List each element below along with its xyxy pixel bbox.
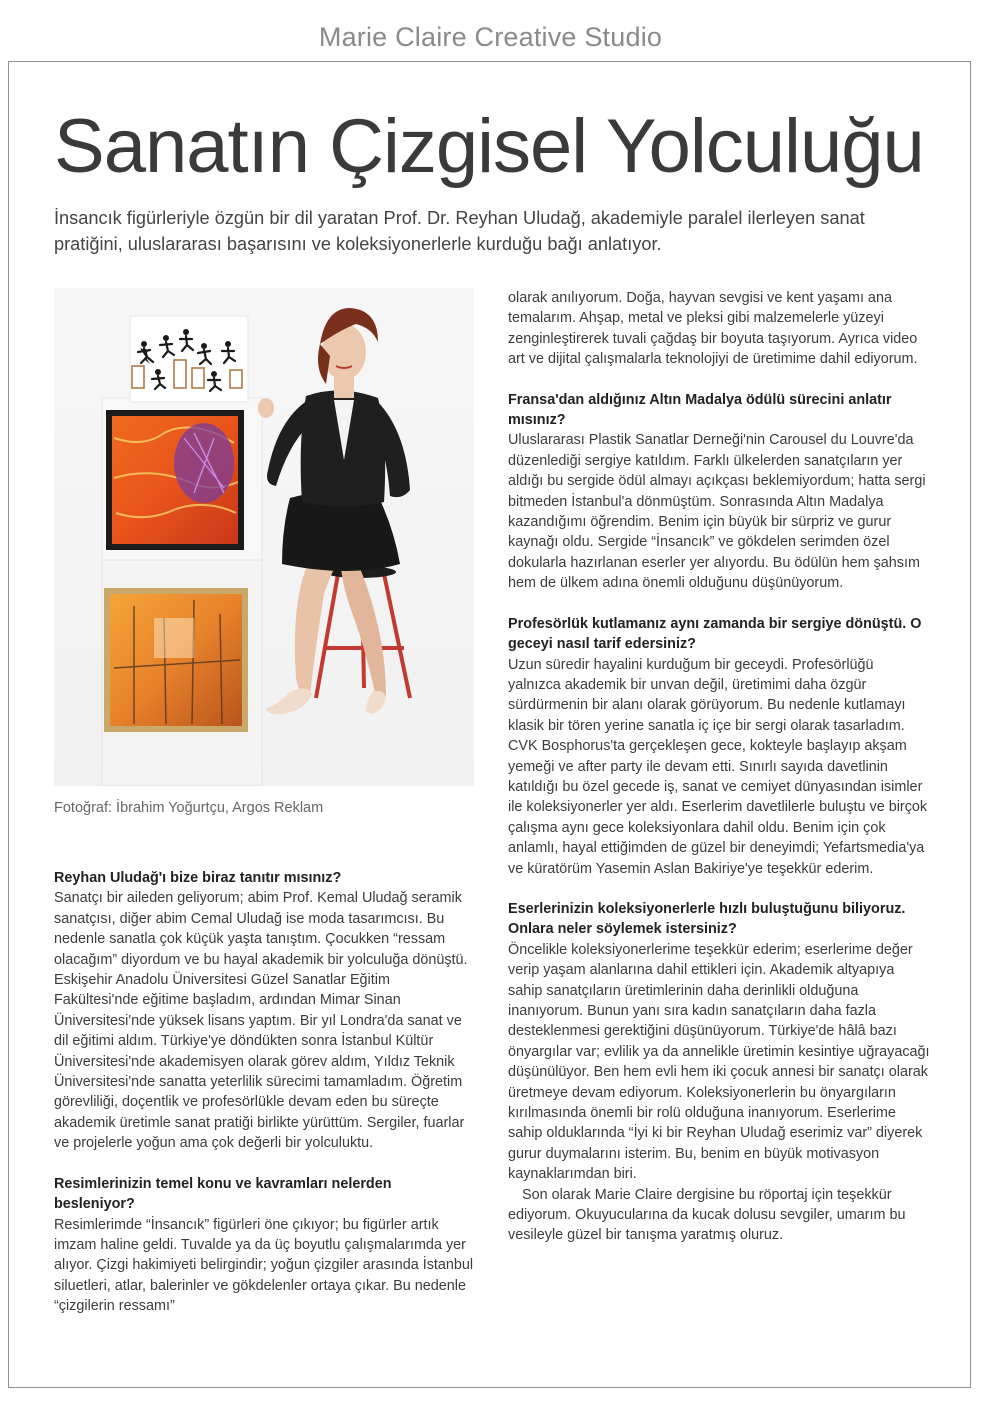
article-lead: İnsancık figürleriyle özgün bir dil yaratan Prof. Dr. Reyhan Uludağ, akademiyle paralel ilerleyen sanat pratiğini, uluslararası başarısını ve koleksiyonerlerle kurduğu bağı anlatıyor.: [54, 208, 865, 254]
left-column: [54, 868, 474, 1317]
article-headline: Sanatın Çizgisel Yolculuğu: [54, 104, 924, 189]
closing-paragraph: Son olarak Marie Claire dergisine bu röportaj için teşekkür ediyorum. Okuyucularına da kucak dolusu sevgiler, umarım bu vesileyle güzel bir tanışma yaratmış oluruz.: [508, 1186, 906, 1244]
interview-question: Resimlerinizin temel konu ve kavramları nelerden besleniyor?: [54, 1175, 392, 1213]
interview-answer: Resimlerimde “İnsancık” figürleri öne çıkıyor; bu figürler artık imzam haline geldi. Tuvalde ya da üç boyutlu çalışmalarımda yer alıyor. Çizgi hakimiyeti belirgindir; yoğun çizgiler arasında İstanbul siluetleri, atlar, balerinler ve gökdelenler ortaya çıkar. Bu nedenle “çizgilerin ressamı”: [54, 1216, 474, 1315]
interview-answer: Öncelikle koleksiyonerlerime teşekkür ederim; eserlerime değer verip yaşam alanlarına dahil ettikleri için. Akademik altyapıya sahip sanatçıların üretimlerinin daha derinlikli olduğuna inanıyorum. Bunun yanı sıra kadın sanatçıların daha fazla desteklenmesi gerektiğini düşünüyorum. Türkiye'de hâlâ bazı önyargılar var; evlilik ya da annelikle üretimin kesintiye uğrayacağı düşünülüyor. Ben hem evli hem iki çocuk annesi bir sanatçı olarak üretmeye devam ediyorum. Koleksiyonerlerin bu önyargıların kırılmasında önemli bir rolü olduğuna inanıyorum. Eserlerime sahip olduklarında “İyi ki bir Reyhan Uludağ eserimiz var” diyerek gurur duymalarını isterim. Bu, benim en büyük motivasyon kaynaklarımdan biri.: [508, 941, 930, 1183]
right-column: [508, 288, 930, 1246]
interview-answer: Uluslararası Plastik Sanatlar Derneği'nin Carousel du Louvre'da düzenlediği sergiye katıldım. Farklı ülkelerden sanatçıların yer aldığı bu sergide ödül almayı açıkçası beklemiyordum; hatta sergi bitmeden İstanbul'a dönmüştüm. Sonrasında Altın Madalya kazandığımı öğrendim. Benim için büyük bir sürpriz ve gurur kaynağı oldu. Sergide “İnsancık” ve gökdelen serimden özel dokularla hazırlanan eserler yer alıyordu. Bu ödülün hem şahsım hem de ülkem adına önemli olduğunu düşünüyorum.: [508, 432, 926, 592]
artist-portrait-photo: [54, 288, 474, 786]
photo-caption: Fotoğraf: İbrahim Yoğurtçu, Argos Reklam: [54, 800, 324, 816]
interview-question: Fransa'dan aldığınız Altın Madalya ödülü sürecini anlatır mısınız?: [508, 391, 892, 429]
masthead: Marie Claire Creative Studio: [318, 22, 663, 52]
interview-question: Reyhan Uludağ'ı bize biraz tanıtır mısınız?: [54, 870, 342, 886]
interview-question: Profesörlük kutlamanız aynı zamanda bir sergiye dönüştü. O geceyi nasıl tarif edersiniz?: [508, 615, 922, 653]
interview-answer: Uzun süredir hayalini kurduğum bir geceydi. Profesörlüğü yalnızca akademik bir unvan değil, üretimimi daha özgür sürdürmenin bir alanı olarak görüyorum. Bu nedenle kutlamayı klasik bir tören yerine sanatla iç içe bir sergi olarak tasarladım. CVK Bosphorus'ta gerçekleşen gece, kokteyle başlayıp akşam yemeği ve after party ile devam etti. Sınırlı sayıda davetlinin katıldığı bu özel gecede iş, sanat ve cemiyet dünyasından isimler ile koleksiyonerler yer aldı. Eserlerim davetlilerle buluştu ve birçok çalışma aynı gece koleksiyonlara dahil oldu. Benim için çok anlamlı, hayal ettiğimden de güzel bir deneyimdi; Yefartsmedia'ya ve küratörüm Yasemin Aslan Bakiriye'ye teşekkür ederim.: [508, 656, 928, 877]
interview-question: Eserlerinizin koleksiyonerlerle hızlı buluştuğunu biliyoruz. Onlara neler söylemek istersiniz?: [508, 900, 906, 938]
interview-answer-continued: olarak anılıyorum. Doğa, hayvan sevgisi ve kent yaşamı ana temalarım. Ahşap, metal ve pleksi gibi malzemelerle yüzeyi zenginleştirerek tuvali çağdaş bir boyuta taşıyorum. Ayrıca video art ve dijital çalışmalarla teknolojiyi de üretimime dahil ediyorum.: [508, 290, 918, 368]
interview-answer: Sanatçı bir aileden geliyorum; abim Prof. Kemal Uludağ seramik sanatçısı, diğer abim Cemal Uludağ ise moda tasarımcısı. Bu nedenle sanatla çok küçük yaşta tanıştım. Çocukken “ressam olacağım” diyordum ve bu hayal akademik bir yolculuğa dönüştü. Eskişehir Anadolu Üniversitesi Güzel Sanatlar Eğitim Fakültesi'nde eğitime başladım, ardından Mimar Sinan Üniversitesi'nde yüksek lisans yaptım. Bir yıl Londra'da sanat ve dil eğitimi aldım. Türkiye'ye döndükten sonra İstanbul Kültür Üniversitesi'nde akademisyen olarak görev aldım, Yıldız Teknik Üniversitesi'nde sanatta yeterlilik sürecimi tamamladım. Öğretim görevliliği, doçentlik ve profesörlükle devam eden bu süreçte akademik üretimle sanat pratiği birlikte yürüttüm. Sergiler, fuarlar ve projelerle yoğun ama çok değerli bir yolculuktu.: [54, 890, 468, 1152]
